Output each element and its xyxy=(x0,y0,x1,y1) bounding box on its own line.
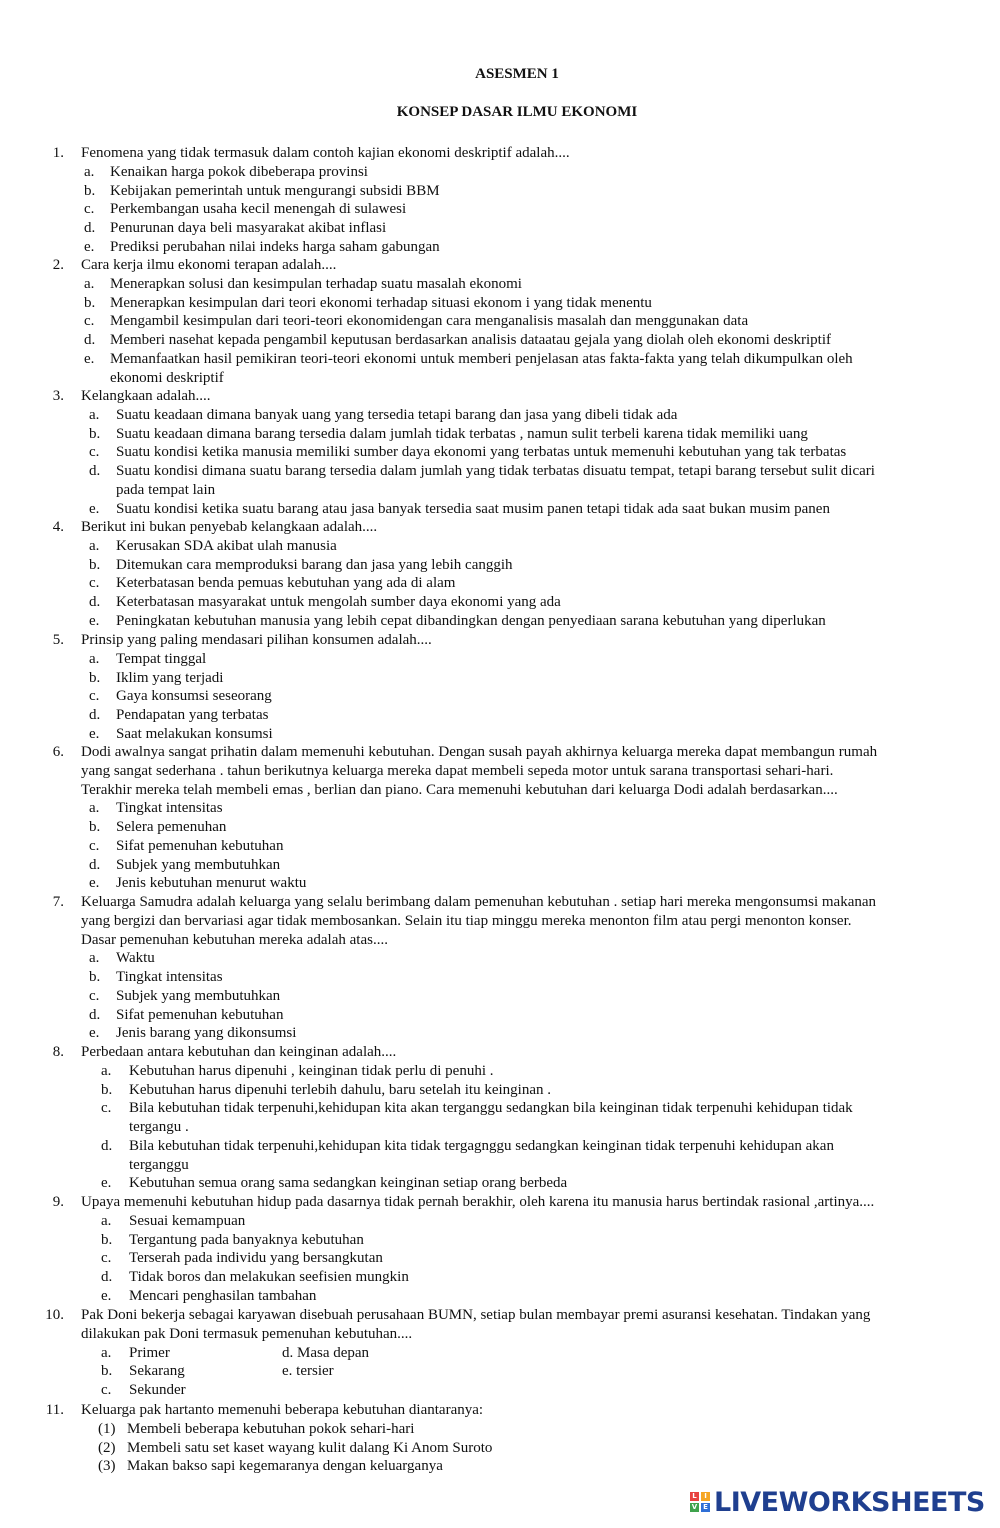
option-label: a. xyxy=(101,1344,112,1361)
question-text: Kelangkaan adalah.... xyxy=(81,388,211,404)
page-title: ASESMEN 1 xyxy=(475,66,559,82)
option-label: e. xyxy=(89,500,100,517)
logo-mark-icon xyxy=(690,1492,710,1512)
option-label: c. xyxy=(89,444,100,461)
question-text: Dasar pemenuhan kebutuhan mereka adalah atas.... xyxy=(81,931,388,948)
option-label: c. xyxy=(89,688,100,705)
option-text[interactable]: Memanfaatkan hasil pemikiran teori-teori ekonomi untuk memberi penjelasan atas fakta-fakta yang telah dikumpulkan oleh xyxy=(110,350,853,367)
option-text[interactable]: Primer xyxy=(129,1344,170,1361)
question-text: Terakhir mereka telah membeli emas , berlian dan piano. Cara memenuhi kebutuhan dari keluarga Dodi adalah berdasarkan.... xyxy=(81,781,838,798)
option-label: a. xyxy=(89,650,100,667)
option-label: d. xyxy=(101,1137,113,1154)
option-label: d. xyxy=(89,594,101,610)
option-label: c. xyxy=(101,1250,112,1267)
option-text[interactable]: Sifat pemenuhan kebutuhan xyxy=(116,837,284,854)
option-label: b. xyxy=(101,1081,113,1098)
question-text: Pak Doni bekerja sebagai karyawan disebuah perusahaan BUMN, setiap bulan membayar premi asuransi kesehatan. Tindakan yang xyxy=(81,1307,871,1323)
option-text[interactable]: Subjek yang membutuhkan xyxy=(116,856,281,873)
option-label: d. xyxy=(89,856,101,873)
option-label: a. xyxy=(89,800,100,817)
option-text[interactable]: Gaya konsumsi seseorang xyxy=(116,688,272,705)
option-text[interactable]: Bila kebutuhan tidak terpenuhi,kehidupan kita tidak tergagnggu sedangkan keinginan tidak terpenuhi kehidupan akan xyxy=(129,1137,834,1154)
option-text[interactable]: Jenis barang yang dikonsumsi xyxy=(116,1025,297,1042)
option-text: tersier xyxy=(296,1363,334,1380)
option-text: Masa depan xyxy=(297,1344,370,1361)
option-label: c. xyxy=(89,575,100,592)
option-text[interactable]: Peningkatan kebutuhan manusia yang lebih cepat dibandingkan dengan penyediaan sarana kebutuhan yang diperlukan xyxy=(116,612,826,629)
option-text[interactable]: Membeli beberapa kebutuhan pokok sehari-hari xyxy=(127,1420,415,1437)
option-label: a. xyxy=(89,537,100,554)
option-text[interactable]: Makan bakso sapi kegemaranya dengan keluarganya xyxy=(127,1458,443,1475)
option-text[interactable]: Tingkat intensitas xyxy=(116,969,223,985)
question-number: 6. xyxy=(52,744,64,760)
question-text: yang bergizi dan bervariasi agar tidak membosankan. Selain itu tiap minggu mereka menonton film atau pergi menonton konser. xyxy=(81,912,852,929)
option-label: e. xyxy=(101,1287,112,1304)
option-label: e. xyxy=(84,350,95,367)
question-number: 3. xyxy=(52,388,64,404)
option-text[interactable]: Tingkat intensitas xyxy=(116,800,223,817)
option-text[interactable]: Sekunder xyxy=(129,1382,186,1398)
option-text[interactable]: Tidak boros dan melakukan seefisien mungkin xyxy=(129,1269,409,1285)
option-text[interactable]: Ditemukan cara memproduksi barang dan jasa yang lebih canggih xyxy=(116,556,513,573)
question-text: yang sangat sederhana . tahun berikutnya keluarga mereka dapat membeli sepeda motor untuk sarana transportasi sehari-hari. xyxy=(81,762,834,779)
option-text[interactable]: tergangu . xyxy=(129,1119,189,1135)
question-text: Dodi awalnya sangat prihatin dalam memenuhi kebutuhan. Dengan susah payah akhirnya keluarga mereka dapat membangun rumah xyxy=(81,744,878,760)
option-text[interactable]: Terserah pada individu yang bersangkutan xyxy=(129,1250,383,1267)
option-text[interactable]: Mencari penghasilan tambahan xyxy=(129,1287,317,1304)
option-label: e. xyxy=(84,238,95,255)
logo-letter-e: E xyxy=(701,1503,710,1512)
option-label: c. xyxy=(84,313,95,330)
option-label: e. xyxy=(89,612,100,629)
option-text[interactable]: Menerapkan solusi dan kesimpulan terhadap suatu masalah ekonomi xyxy=(110,275,522,292)
option-label: b. xyxy=(84,182,96,199)
option-text[interactable]: Iklim yang terjadi xyxy=(116,669,224,686)
option-label: d. xyxy=(282,1344,294,1361)
option-text[interactable]: terganggu xyxy=(129,1156,189,1173)
logo-letter-i: I xyxy=(701,1492,710,1501)
option-label: e. xyxy=(282,1363,293,1380)
option-label: d. xyxy=(84,332,96,348)
logo-letter-l: L xyxy=(690,1492,699,1501)
question-number: 10. xyxy=(45,1307,64,1323)
option-label: d. xyxy=(101,1269,113,1285)
option-text[interactable]: Suatu kondisi ketika suatu barang atau jasa banyak tersedia saat musim panen tetapi tidak ada saat bukan musim panen xyxy=(116,500,830,517)
option-text[interactable]: Saat melakukan konsumsi xyxy=(116,725,273,742)
option-text[interactable]: Membeli satu set kaset wayang kulit dalang Ki Anom Suroto xyxy=(127,1439,493,1456)
option-text[interactable]: Kerusakan SDA akibat ulah manusia xyxy=(116,537,337,554)
option-text[interactable]: Kenaikan harga pokok dibeberapa provinsi xyxy=(110,163,368,180)
option-label: c. xyxy=(101,1382,112,1398)
option-text[interactable]: ekonomi deskriptif xyxy=(110,369,224,386)
option-label: b. xyxy=(89,556,101,573)
question-number: 2. xyxy=(52,257,64,273)
option-label: d. xyxy=(89,463,101,479)
option-text[interactable]: Sesuai kemampuan xyxy=(129,1212,246,1229)
question-number: 9. xyxy=(52,1194,64,1210)
question-text: Fenomena yang tidak termasuk dalam contoh kajian ekonomi deskriptif adalah.... xyxy=(81,145,570,161)
question-number: 4. xyxy=(52,519,64,535)
option-label: (3) xyxy=(98,1458,116,1475)
option-label: e. xyxy=(101,1175,112,1192)
option-label: d. xyxy=(89,707,101,723)
option-text[interactable]: pada tempat lain xyxy=(116,481,216,498)
option-text[interactable]: Keterbatasan benda pemuas kebutuhan yang ada di alam xyxy=(116,575,456,592)
option-text[interactable]: Suatu kondisi ketika manusia memiliki sumber daya ekonomi yang terbatas untuk memenuhi kebutuhan yang tak terbatas xyxy=(116,444,847,461)
option-label: b. xyxy=(84,294,96,311)
option-label: b. xyxy=(89,969,101,985)
option-text[interactable]: Waktu xyxy=(116,950,155,967)
option-label: a. xyxy=(84,163,95,180)
question-text: Berikut ini bukan penyebab kelangkaan adalah.... xyxy=(81,519,378,535)
option-label: c. xyxy=(101,1100,112,1117)
option-label: a. xyxy=(101,1062,112,1079)
option-label: b. xyxy=(89,819,101,835)
question-text: Perbedaan antara kebutuhan dan keinginan adalah.... xyxy=(81,1044,397,1060)
option-text[interactable]: Suatu kondisi dimana suatu barang tersedia dalam jumlah yang tidak terbatas disuatu tempat, tetapi barang tersebut sulit dicari xyxy=(116,463,875,479)
question-number: 1. xyxy=(52,145,64,161)
question-number: 5. xyxy=(52,632,64,648)
option-label: b. xyxy=(89,425,101,442)
option-label: d. xyxy=(89,1006,101,1023)
option-text[interactable]: Suatu keadaan dimana banyak uang yang tersedia tetapi barang dan jasa yang dibeli tidak ada xyxy=(116,406,678,423)
option-text[interactable]: Menerapkan kesimpulan dari teori ekonomi terhadap situasi ekonom i yang tidak menentu xyxy=(110,294,652,311)
option-text[interactable]: Sifat pemenuhan kebutuhan xyxy=(116,1006,284,1023)
option-text[interactable]: Bila kebutuhan tidak terpenuhi,kehidupan kita akan terganggu sedangkan bila keinginan tidak terpenuhi kehidupan tidak xyxy=(129,1100,853,1117)
option-label: d. xyxy=(84,220,96,236)
logo-letter-v: V xyxy=(691,1503,698,1511)
option-label: a. xyxy=(101,1212,112,1229)
option-label: e. xyxy=(89,875,100,892)
option-label: b. xyxy=(101,1363,113,1380)
option-label: c. xyxy=(84,201,95,218)
brand-name: LIVEWORKSHEETS xyxy=(714,1486,985,1518)
option-label: e. xyxy=(89,1025,100,1042)
option-text[interactable]: Mengambil kesimpulan dari teori-teori ekonomidengan cara menganalisis masalah dan menggunakan data xyxy=(110,313,749,330)
option-label: (2) xyxy=(98,1439,116,1456)
option-label: c. xyxy=(89,987,100,1004)
question-number: 8. xyxy=(52,1044,64,1060)
option-label: b. xyxy=(101,1231,113,1248)
option-text[interactable]: Jenis kebutuhan menurut waktu xyxy=(116,875,307,892)
question-number: 11. xyxy=(45,1402,64,1418)
option-text[interactable]: Memberi nasehat kepada pengambil keputusan berdasarkan analisis dataatau gejala yang diolah oleh ekonomi deskriptif xyxy=(110,332,832,348)
option-text[interactable]: Prediksi perubahan nilai indeks harga saham gabungan xyxy=(110,238,440,255)
option-text[interactable]: Perkembangan usaha kecil menengah di sulawesi xyxy=(110,201,407,218)
option-label: a. xyxy=(84,275,95,292)
option-text[interactable]: Pendapatan yang terbatas xyxy=(116,707,269,723)
option-inline[interactable] xyxy=(282,1344,369,1362)
option-text[interactable]: Kebutuhan harus dipenuhi , keinginan tidak perlu di penuhi . xyxy=(129,1062,494,1079)
option-text[interactable]: Penurunan daya beli masyarakat akibat inflasi xyxy=(110,220,387,236)
option-label: (1) xyxy=(98,1420,116,1437)
question-number: 7. xyxy=(52,894,64,910)
option-label: a. xyxy=(89,950,100,967)
option-text[interactable]: Kebutuhan semua orang sama sedangkan keinginan setiap orang berbeda xyxy=(129,1175,568,1192)
option-text[interactable]: Keterbatasan masyarakat untuk mengolah sumber daya ekonomi yang ada xyxy=(116,594,561,610)
liveworksheets-logo[interactable] xyxy=(690,1487,985,1517)
question-text: Keluarga pak hartanto memenuhi beberapa kebutuhan diantaranya: xyxy=(81,1402,484,1418)
option-inline[interactable] xyxy=(282,1362,334,1380)
option-label: c. xyxy=(89,837,100,854)
option-text[interactable]: Tergantung pada banyaknya kebutuhan xyxy=(129,1231,364,1248)
question-text: Keluarga Samudra adalah keluarga yang selalu berimbang dalam pemenuhan kebutuhan . setiap hari mereka mengonsumsi makanan xyxy=(81,894,877,910)
option-label: b. xyxy=(89,669,101,686)
page-subtitle: KONSEP DASAR ILMU EKONOMI xyxy=(396,104,638,120)
question-text: Upaya memenuhi kebutuhan hidup pada dasarnya tidak pernah berakhir, oleh karena itu manusia harus bertindak rasional ,artinya.... xyxy=(81,1194,875,1210)
option-text[interactable]: Tempat tinggal xyxy=(116,650,207,667)
question-text: Prinsip yang paling mendasari pilihan konsumen adalah.... xyxy=(81,632,432,648)
option-text[interactable]: Kebutuhan harus dipenuhi terlebih dahulu, baru setelah itu keinginan . xyxy=(129,1081,551,1098)
option-text[interactable]: Suatu keadaan dimana barang tersedia dalam jumlah tidak terbatas , namun sulit terbeli karena tidak memiliki uang xyxy=(116,425,808,442)
option-text[interactable]: Selera pemenuhan xyxy=(116,819,227,835)
option-label: a. xyxy=(89,406,100,423)
option-text[interactable]: Subjek yang membutuhkan xyxy=(116,987,281,1004)
option-text[interactable]: Sekarang xyxy=(129,1363,185,1380)
option-label: e. xyxy=(89,725,100,742)
question-text: Cara kerja ilmu ekonomi terapan adalah.... xyxy=(81,257,337,273)
question-text: dilakukan pak Doni termasuk pemenuhan kebutuhan.... xyxy=(81,1325,413,1342)
option-text[interactable]: Kebijakan pemerintah untuk mengurangi subsidi BBM xyxy=(110,182,440,199)
